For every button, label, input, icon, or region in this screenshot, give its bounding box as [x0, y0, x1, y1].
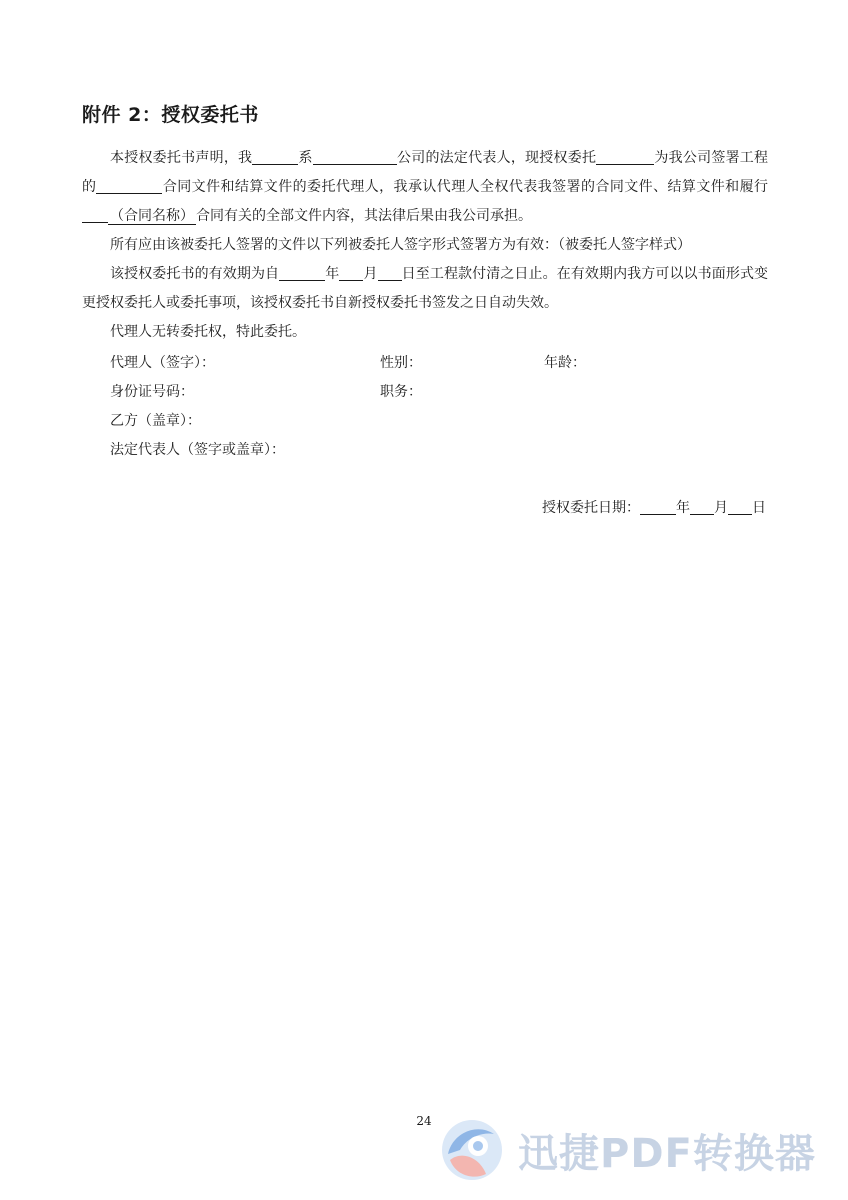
authorization-date-line [542, 497, 766, 517]
no-subdelegation-paragraph: 代理人无转委托权，特此委托。 [110, 324, 306, 340]
contract-name-placeholder: （合同名称） [110, 208, 194, 224]
signature-style-paragraph: 所有应由该被委托人签署的文件以下列被委托人签字形式签署方为有效：（被委托人签字样式） [110, 237, 691, 253]
agent-signature-label: 代理人（签字）： [110, 355, 215, 371]
declaration-text-4: 为我公司签署工程的 [82, 150, 769, 195]
declaration-text-3: 公司的法定代表人，现授权委托 [396, 150, 597, 166]
position-label: 职务： [380, 384, 422, 400]
validity-text-1: 该授权委托书的有效期为自 [110, 266, 280, 282]
date-month-label: 月 [714, 500, 728, 516]
declaration-text-2: 系 [298, 150, 313, 166]
declaration-text-5: 合同文件和结算文件的委托代理人，我承认代理人全权代表我签署的合同文件、结算文件和履行 [162, 179, 769, 195]
date-month-blank [690, 498, 714, 515]
document-title: 附件 2：授权委托书 [82, 104, 259, 126]
start-month-blank [339, 264, 363, 281]
validity-paragraph [82, 260, 768, 318]
agent-info-row [110, 352, 770, 372]
page-number: 24 [416, 1114, 432, 1128]
declaration-text-6: 合同有关的全部文件内容，其法律后果由我公司承担。 [196, 208, 532, 224]
xunjie-logo-icon [438, 1114, 508, 1184]
date-day-label: 日 [752, 500, 766, 516]
party-b-row [110, 410, 770, 430]
id-number-label: 身份证号码： [110, 384, 194, 400]
validity-text-2: 日至工程款付清之日止。在有效期内我方可以以书面形式变更授权委托人或委托事项，该授权委托书自新授权委托书签发之日自动失效。 [82, 266, 769, 311]
start-day-blank [378, 264, 402, 281]
legal-rep-row [110, 439, 770, 459]
validity-month-label: 月 [363, 266, 378, 282]
agent-id-row [110, 381, 770, 401]
agent-blank [596, 148, 654, 165]
legal-representative-label: 法定代表人（签字或盖章）： [110, 442, 285, 458]
declaration-text-1: 本授权委托书声明，我 [110, 150, 253, 166]
age-label: 年龄： [544, 355, 586, 371]
date-day-blank [728, 498, 752, 515]
declaration-paragraph [82, 144, 768, 231]
watermark-text: 迅捷PDF转换器 [518, 1131, 816, 1177]
name-blank [252, 148, 298, 165]
start-year-blank [279, 264, 325, 281]
party-b-seal-label: 乙方（盖章）： [110, 413, 201, 429]
date-label: 授权委托日期： [542, 500, 640, 516]
gender-label: 性别： [380, 355, 422, 371]
date-year-label: 年 [676, 500, 690, 516]
contract-blank [82, 206, 108, 223]
watermark [438, 1114, 838, 1184]
company-blank [313, 148, 397, 165]
project-blank [96, 177, 162, 194]
validity-year-label: 年 [325, 266, 340, 282]
date-year-blank [640, 498, 676, 515]
